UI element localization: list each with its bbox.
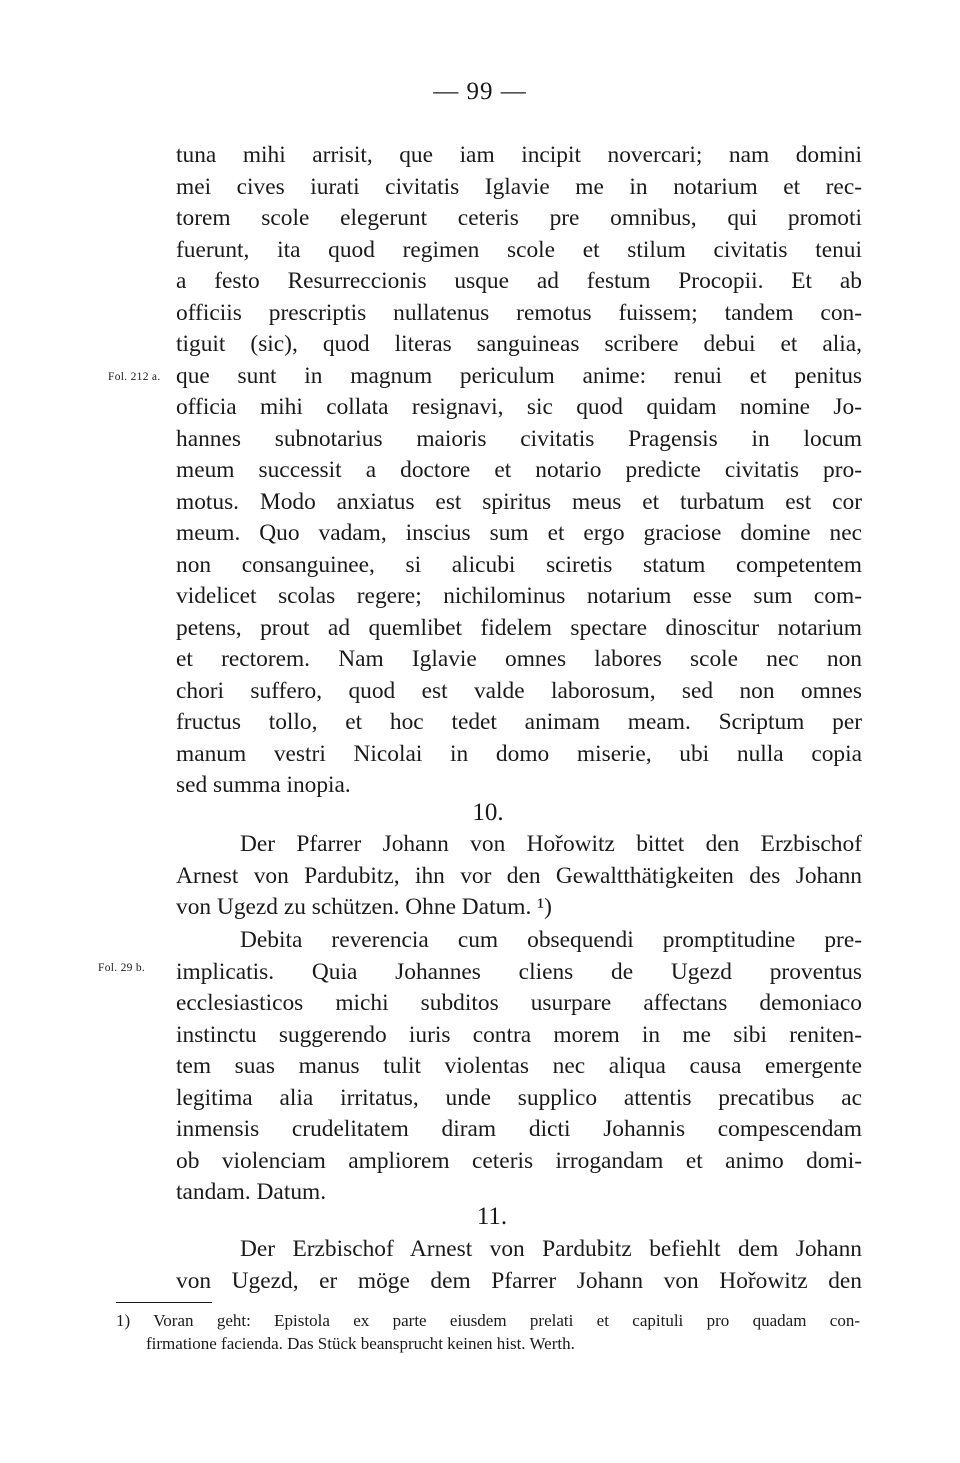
text-line: a festo Resurreccionis usque ad festum Procopii. Et ab [176,268,862,294]
text-line: von Ugezd zu schützen. Ohne Datum. ¹) [176,894,552,920]
text-line: legitima alia irritatus, unde supplico attentis precatibus ac [176,1084,862,1111]
text-line: tandam. Datum. [176,1179,327,1205]
text-line: hannes subnotarius maioris civitatis Pragensis in locum [176,425,862,452]
text-line: chori suffero, quod est valde laborosum, sed non omnes [176,677,862,704]
section-11-heading [176,1234,862,1297]
text-line: motus. Modo anxiatus est spiritus meus et turbatum est cor [176,488,862,515]
text-line: Der Erzbischof Arnest von Pardubitz befiehlt dem Johann [240,1236,862,1262]
footnote-rule [116,1302,212,1303]
margin-note-folio-212a: Fol. 212 a. [108,371,161,383]
text-line: torem scole elegerunt ceteris pre omnibus, qui promoti [176,205,862,231]
text-line: officiis prescriptis nullatenus remotus fuissem; tandem con- [176,299,862,326]
text-line: tem suas manus tulit violentas nec aliqua causa emergente [176,1053,862,1079]
section-10-heading [176,829,862,924]
text-line: fructus tollo, et hoc tedet animam meam. Scriptum per [176,709,862,735]
text-line: sed summa inopia. [176,772,351,798]
footnote-line: 1) Voran geht: Epistola ex parte eiusdem prelati et capituli pro quadam con- [116,1311,860,1330]
text-line: que sunt in magnum periculum anime: renui et penitus [176,362,862,389]
text-line: officia mihi collata resignavi, sic quod quidam nomine Jo- [176,394,862,420]
text-line: petens, prout ad quemlibet fidelem spectare dinoscitur notarium [176,614,862,641]
page-number: — 99 — [433,78,527,105]
text-line: instinctu suggerendo iuris contra morem in me sibi reniten- [176,1021,862,1048]
text-line: fuerunt, ita quod regimen scole et stilum civitatis tenui [176,236,862,263]
text-line: meum. Quo vadam, inscius sum et ergo graciose domine nec [176,520,862,546]
margin-note-folio-29b: Fol. 29 b. [98,962,146,974]
section-number-11: 11. [476,1203,508,1230]
text-line: non consanguinee, si alicubi sciretis statum competentem [176,551,862,578]
text-line: tiguit (sic), quod literas sanguineas scribere debui et alia, [176,331,862,357]
section-10-body [176,925,862,1209]
text-line: manum vestri Nicolai in domo miserie, ubi nulla copia [176,740,862,767]
text-line: tuna mihi arrisit, que iam incipit novercari; nam domini [176,142,862,168]
section-number-10: 10. [472,799,504,826]
footnote-line: firmatione facienda. Das Stück beansprucht keinen hist. Werth. [146,1334,575,1353]
text-line: inmensis crudelitatem diram dicti Johannis compescendam [176,1116,862,1142]
text-line: meum successit a doctore et notario predicte civitatis pro- [176,457,862,483]
text-line: Arnest von Pardubitz, ihn vor den Gewaltthätigkeiten des Johann [176,862,862,889]
text-line: implicatis. Quia Johannes cliens de Ugezd proventus [176,958,862,985]
text-line: ecclesiasticos michi subditos usurpare affectans demoniaco [176,990,862,1016]
text-line: et rectorem. Nam Iglavie omnes labores scole nec non [176,646,862,672]
letter-body [176,140,862,802]
text-line: Der Pfarrer Johann von Hořowitz bittet den Erzbischof [240,831,862,857]
text-line: Debita reverencia cum obsequendi promptitudine pre- [240,927,862,953]
text-line: mei cives iurati civitatis Iglavie me in notarium et rec- [176,173,862,200]
text-line: von Ugezd, er möge dem Pfarrer Johann von Hořowitz den [176,1267,862,1294]
text-line: videlicet scolas regere; nichilominus notarium esse sum com- [176,583,862,609]
text-line: ob violenciam ampliorem ceteris irrogandam et animo domi- [176,1147,862,1174]
